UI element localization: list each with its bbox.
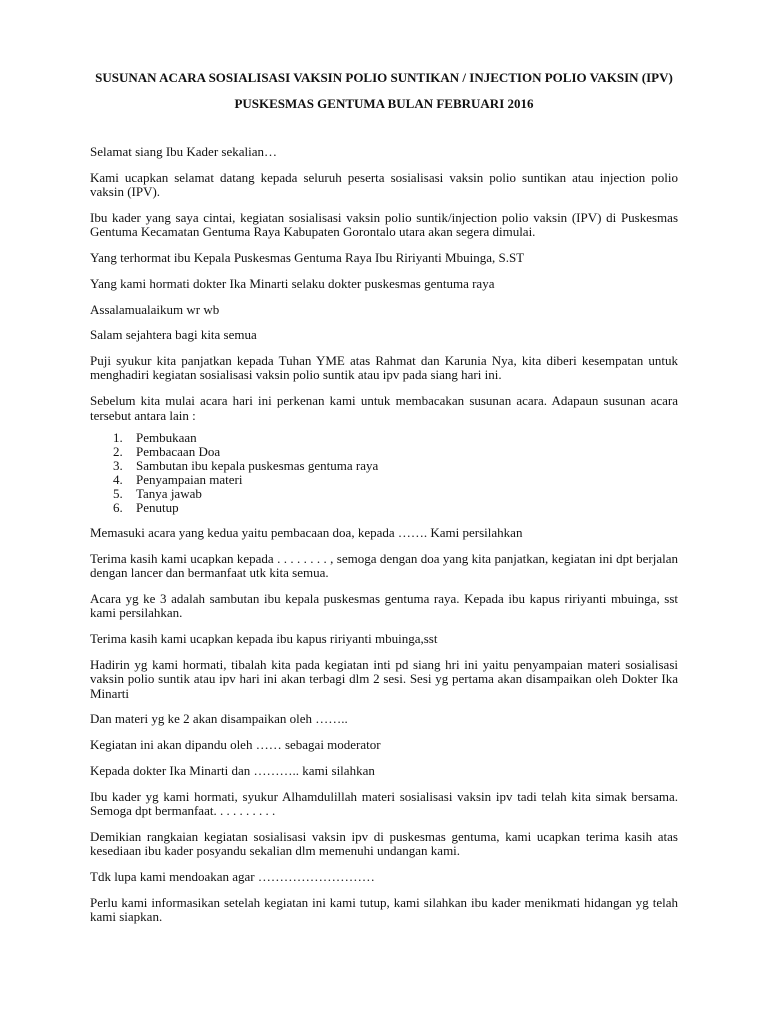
paragraph-materi: Hadirin yg kami hormati, tibalah kita pada kegiatan inti pd siang hri ini yaitu penyampaian materi sosialisasi vaksin polio suntik atau ipv hari ini akan terbagi dlm 2 sesi. Sesi yg pertama akan disampaikan oleh Dokter Ika Minarti [90, 657, 678, 701]
paragraph-welcome: Kami ucapkan selamat datang kepada seluruh peserta sosialisasi vaksin polio suntikan atau injection polio vaksin (IPV). [90, 169, 678, 200]
document-page [90, 70, 678, 936]
body-section [90, 526, 678, 924]
list-item-number: 4. [113, 472, 123, 488]
paragraph-salam-sejahtera: Salam sejahtera bagi kita semua [90, 327, 257, 343]
paragraph-doa: Memasuki acara yang kedua yaitu pembacaan doa, kepada ……. Kami persilahkan [90, 525, 523, 541]
list-item-number: 6. [113, 499, 123, 515]
paragraph-closing-materi: Ibu kader yg kami hormati, syukur Alhamdulillah materi sosialisasi vaksin ipv tadi telah kita simak bersama. Semoga dpt bermanfaat. . . . . . . . . . [90, 788, 678, 819]
paragraph-hidangan: Perlu kami informasikan setelah kegiatan ini kami tutup, kami silahkan ibu kader menikmati hidangan yg telah kami siapkan. [90, 894, 678, 925]
list-item-text: Pembacaan Doa [136, 444, 221, 460]
list-item [90, 459, 678, 473]
paragraph-moderator: Kegiatan ini akan dipandu oleh …… sebagai moderator [90, 737, 381, 753]
list-item [90, 473, 678, 487]
paragraph-gratitude: Puji syukur kita panjatkan kepada Tuhan YME atas Rahmat dan Karunia Nya, kita diberi kesempatan untuk menghadiri kegiatan sosialisasi vaksin polio suntik atau ipv pada siang hari ini. [90, 353, 678, 383]
paragraph-materi-2: Dan materi yg ke 2 akan disampaikan oleh …….. [90, 711, 348, 727]
paragraph-honor-doctor: Yang kami hormati dokter Ika Minarti selaku dokter puskesmas gentuma raya [90, 275, 495, 291]
list-item-text: Tanya jawab [136, 485, 202, 501]
paragraph-thanks-doa: Terima kasih kami ucapkan kepada . . . . . . . . , semoga dengan doa yang kita panjatkan, kegiatan ini dpt berjalan dengan lancer dan bermanfaat utk kita semua. [90, 551, 678, 581]
paragraph-thanks-kapus: Terima kasih kami ucapkan kepada ibu kapus ririyanti mbuinga,sst [90, 631, 438, 647]
list-item-number: 3. [113, 458, 123, 474]
list-item [90, 445, 678, 459]
document-title: SUSUNAN ACARA SOSIALISASI VAKSIN POLIO SUNTIKAN / INJECTION POLIO VAKSIN (IPV) [95, 70, 673, 85]
paragraph-opening: Ibu kader yang saya cintai, kegiatan sosialisasi vaksin polio suntik/injection polio vaksin (IPV) di Puskesmas Gentuma Kecamatan Gentuma Raya Kabupaten Gorontalo utara akan segera dimulai. [90, 209, 678, 240]
paragraph-doa-closing: Tdk lupa kami mendoakan agar ……………………… [90, 869, 375, 885]
list-item-number: 5. [113, 485, 123, 501]
list-item-text: Penyampaian materi [136, 472, 243, 488]
paragraph-silahkan: Kepada dokter Ika Minarti dan ……….. kami silahkan [90, 763, 375, 779]
list-item-text: Penutup [136, 499, 179, 515]
list-item-number: 2. [113, 444, 123, 460]
paragraph-agenda-intro: Sebelum kita mulai acara hari ini perkenan kami untuk membacakan susunan acara. Adapaun susunan acara tersebut antara lain : [90, 393, 678, 423]
list-item-text: Pembukaan [136, 430, 197, 446]
list-item [90, 431, 678, 445]
agenda-list [90, 431, 678, 514]
paragraph-honor-head: Yang terhormat ibu Kepala Puskesmas Gentuma Raya Ibu Ririyanti Mbuinga, S.ST [90, 249, 525, 265]
intro-section [90, 145, 678, 423]
list-item [90, 487, 678, 501]
list-item-number: 1. [113, 430, 123, 446]
list-item [90, 501, 678, 515]
document-subtitle: PUSKESMAS GENTUMA BULAN FEBRUARI 2016 [234, 96, 534, 111]
paragraph-salam: Assalamualaikum wr wb [90, 301, 220, 317]
paragraph-greeting: Selamat siang Ibu Kader sekalian… [90, 144, 277, 159]
list-item-text: Sambutan ibu kepala puskesmas gentuma raya [136, 458, 379, 474]
paragraph-closing: Demikian rangkaian kegiatan sosialisasi vaksin ipv di puskesmas gentuma, kami ucapkan terima kasih atas kesediaan ibu kader posyandu sekalian dlm memenuhi undangan kami. [90, 828, 678, 859]
paragraph-sambutan: Acara yg ke 3 adalah sambutan ibu kepala puskesmas gentuma raya. Kepada ibu kapus ririyanti mbuinga, sst kami persilahkan. [90, 591, 678, 621]
